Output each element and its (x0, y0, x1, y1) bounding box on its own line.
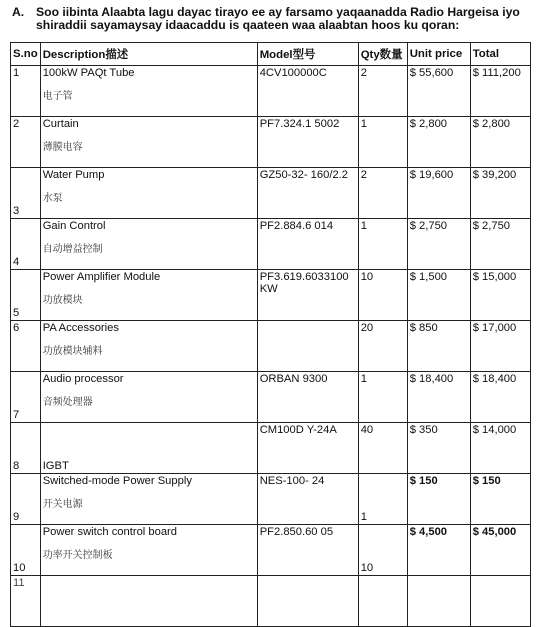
table-row (11, 423, 531, 474)
cell-total: $ 14,000 (470, 423, 530, 474)
cell-unit-price (407, 576, 470, 627)
cell-qty: 1 (358, 372, 407, 423)
sno-value: 7 (13, 409, 20, 421)
cell-qty: 20 (358, 321, 407, 372)
cell-model: PF2.850.60 05 (257, 525, 358, 576)
cell-description (40, 576, 257, 627)
cell-unit-price: $ 18,400 (407, 372, 470, 423)
cell-total: $ 150 (470, 474, 530, 525)
cell-description (40, 423, 257, 474)
description-zh: 功率开关控制板 (42, 550, 113, 561)
table-row (11, 168, 531, 219)
cell-description (40, 219, 257, 270)
description-zh: 水泵 (42, 193, 63, 204)
cell-total: $ 17,000 (470, 321, 530, 372)
cell-sno: 1 (11, 66, 41, 117)
sno-value: 8 (13, 460, 20, 472)
cell-model: PF7.324.1 5002 (257, 117, 358, 168)
cell-model (257, 321, 358, 372)
table-row (11, 525, 531, 576)
cell-sno (11, 270, 41, 321)
cell-unit-price: $ 150 (407, 474, 470, 525)
cell-qty (358, 576, 407, 627)
description-en: PA Accessories (42, 322, 119, 334)
description-zh: 开关电源 (42, 499, 83, 510)
description-en: Curtain (42, 118, 79, 130)
table-row (11, 321, 531, 372)
cell-qty: 1 (358, 219, 407, 270)
table-row (11, 372, 531, 423)
cell-sno (11, 219, 41, 270)
description-en: Power switch control board (42, 526, 177, 538)
cell-description (40, 372, 257, 423)
cell-qty: 1 (358, 117, 407, 168)
cell-description (40, 474, 257, 525)
description-en: Switched-mode Power Supply (42, 475, 192, 487)
sno-value: 4 (13, 256, 20, 268)
cell-total (470, 576, 530, 627)
cell-model: ORBAN 9300 (257, 372, 358, 423)
cell-sno (11, 525, 41, 576)
cell-unit-price: $ 2,800 (407, 117, 470, 168)
description-en: Audio processor (42, 373, 124, 385)
items-table (10, 42, 531, 627)
sno-value: 5 (13, 307, 20, 319)
cell-sno (11, 474, 41, 525)
section-letter: A. (12, 5, 25, 19)
section-heading (12, 6, 532, 32)
sno-value: 10 (13, 562, 26, 574)
sno-value: 9 (13, 511, 20, 523)
header-sno: S.no (11, 43, 41, 66)
cell-unit-price: $ 350 (407, 423, 470, 474)
cell-model (257, 576, 358, 627)
description-zh: 功放模块 (42, 295, 83, 306)
cell-unit-price: $ 55,600 (407, 66, 470, 117)
description-zh: 薄膜电容 (42, 142, 83, 153)
cell-model: PF3.619.6033100KW (257, 270, 358, 321)
cell-total: $ 39,200 (470, 168, 530, 219)
header-description: Description描述 (40, 43, 257, 66)
cell-model: NES-100- 24 (257, 474, 358, 525)
header-model: Model型号 (257, 43, 358, 66)
description-zh: 功放模块辅料 (42, 346, 103, 357)
cell-sno: 2 (11, 117, 41, 168)
cell-total: $ 111,200 (470, 66, 530, 117)
header-unit-price: Unit price (407, 43, 470, 66)
cell-model: 4CV100000C (257, 66, 358, 117)
cell-sno: 11 (11, 576, 41, 627)
cell-qty: 40 (358, 423, 407, 474)
cell-qty: 2 (358, 66, 407, 117)
description-en: 100kW PAQt Tube (42, 67, 135, 79)
cell-description (40, 66, 257, 117)
cell-unit-price: $ 2,750 (407, 219, 470, 270)
description-zh: 音频处理器 (42, 397, 93, 408)
table-row (11, 117, 531, 168)
cell-description (40, 525, 257, 576)
header-qty: Qty数量 (358, 43, 407, 66)
description-en: Power Amplifier Module (42, 271, 161, 283)
cell-unit-price: $ 19,600 (407, 168, 470, 219)
cell-unit-price: $ 1,500 (407, 270, 470, 321)
description-en: Gain Control (42, 220, 106, 232)
sno-value: 3 (13, 205, 20, 217)
section-heading-text: Soo iibinta Alaabta lagu dayac tirayo ee ay farsamo yaqaanadda Radio Hargeisa iyo shiraddii sayamaysay idaacaddu is qaateen waa alaabtan hoos ku qoran: (36, 5, 520, 32)
description-zh: 电子管 (42, 91, 73, 102)
table-row (11, 66, 531, 117)
cell-description (40, 321, 257, 372)
cell-qty: 2 (358, 168, 407, 219)
cell-sno (11, 372, 41, 423)
cell-model: GZ50-32- 160/2.2 (257, 168, 358, 219)
cell-model: CM100D Y-24A (257, 423, 358, 474)
cell-qty: 10 (358, 270, 407, 321)
description-zh: 自动增益控制 (42, 244, 103, 255)
cell-sno (11, 168, 41, 219)
description-en: IGBT (42, 460, 69, 472)
cell-sno (11, 423, 41, 474)
description-en: Water Pump (42, 169, 105, 181)
table-row (11, 219, 531, 270)
cell-total: $ 2,800 (470, 117, 530, 168)
table-header-row (11, 43, 531, 66)
cell-description (40, 270, 257, 321)
cell-total: $ 15,000 (470, 270, 530, 321)
cell-qty: 10 (358, 525, 407, 576)
table-row (11, 576, 531, 627)
cell-qty: 1 (358, 474, 407, 525)
table-row (11, 474, 531, 525)
cell-description (40, 117, 257, 168)
cell-sno: 6 (11, 321, 41, 372)
cell-total: $ 45,000 (470, 525, 530, 576)
cell-model: PF2.884.6 014 (257, 219, 358, 270)
cell-description (40, 168, 257, 219)
cell-total: $ 2,750 (470, 219, 530, 270)
cell-unit-price: $ 4,500 (407, 525, 470, 576)
table-row (11, 270, 531, 321)
cell-unit-price: $ 850 (407, 321, 470, 372)
cell-total: $ 18,400 (470, 372, 530, 423)
header-total: Total (470, 43, 530, 66)
